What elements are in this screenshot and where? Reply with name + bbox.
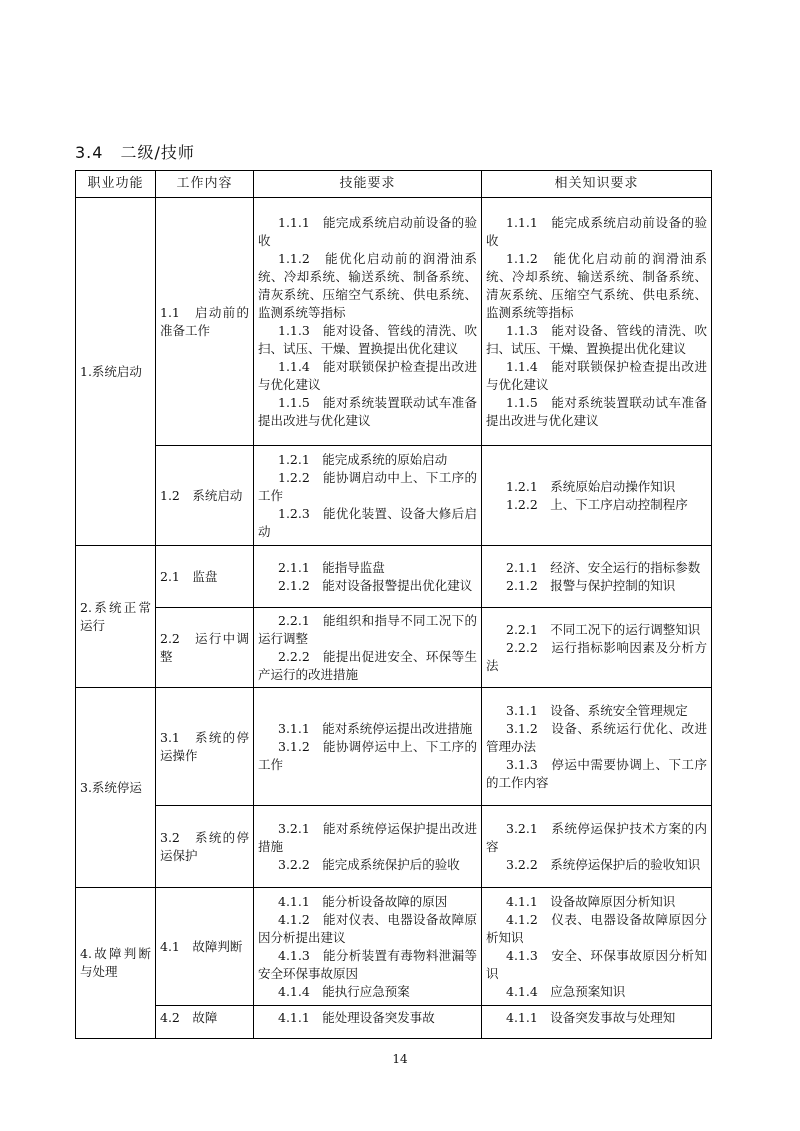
knowledge-cell — [482, 806, 712, 888]
knowledge-item: 1.1.2 能优化启动前的润滑油系统、冷却系统、输送系统、制备系统、清灰系统、压缩空气系统、供电系统、监测系统等指标 — [486, 250, 707, 320]
knowledge-item: 3.1.3 停运中需要协调上、下工序的工作内容 — [486, 756, 707, 790]
skill-item: 2.2.2 能提出促进安全、环保等生产运行的改进措施 — [258, 648, 477, 682]
skill-item: 4.1.4 能执行应急预案 — [278, 983, 410, 999]
skill-item: 1.1.1 能完成系统启动前设备的验收 — [258, 214, 477, 248]
table-header-row — [76, 171, 712, 198]
table-row — [76, 446, 712, 546]
skill-item: 2.2.1 能组织和指导不同工况下的运行调整 — [258, 612, 477, 646]
knowledge-item: 2.1.2 报警与保护控制的知识 — [506, 577, 676, 593]
function-cell: 4.故障判断与处理 — [76, 888, 156, 1039]
skill-item: 4.1.1 能分析设备故障的原因 — [278, 893, 448, 909]
table-row — [76, 546, 712, 608]
knowledge-cell — [482, 446, 712, 546]
work-content-cell: 3.1 系统的停运操作 — [156, 688, 254, 806]
header-skill-requirements: 技能要求 — [254, 171, 482, 198]
table-row — [76, 198, 712, 446]
skill-item: 4.1.2 能对仪表、电器设备故障原因分析提出建议 — [258, 911, 477, 945]
knowledge-item: 3.2.2 系统停运保护后的验收知识 — [506, 856, 701, 872]
skill-item: 3.2.2 能完成系统保护后的验收 — [278, 856, 460, 872]
knowledge-item: 1.2.2 上、下工序启动控制程序 — [506, 496, 688, 512]
skill-item: 1.2.2 能协调启动中上、下工序的工作 — [258, 469, 477, 503]
table-row — [76, 608, 712, 688]
work-content-cell: 2.2 运行中调整 — [156, 608, 254, 688]
header-function: 职业功能 — [76, 171, 156, 198]
skill-item: 1.2.3 能优化装置、设备大修后启动 — [258, 505, 477, 539]
knowledge-item: 1.1.5 能对系统装置联动试车准备提出改进与优化建议 — [486, 394, 707, 428]
knowledge-item: 4.1.1 设备故障原因分析知识 — [506, 893, 676, 909]
table-row — [76, 888, 712, 1006]
header-work-content: 工作内容 — [156, 171, 254, 198]
knowledge-item: 4.1.2 仪表、电器设备故障原因分析知识 — [486, 911, 707, 945]
work-content-cell: 4.2 故障 — [156, 1006, 254, 1039]
skill-item: 1.1.4 能对联锁保护检查提出改进与优化建议 — [258, 358, 477, 392]
skill-item: 3.2.1 能对系统停运保护提出改进措施 — [258, 820, 477, 854]
skill-item: 1.1.3 能对设备、管线的清洗、吹扫、试压、干燥、置换提出优化建议 — [258, 322, 477, 356]
table-row — [76, 1006, 712, 1039]
knowledge-item: 1.1.4 能对联锁保护检查提出改进与优化建议 — [486, 358, 707, 392]
skill-cell — [254, 546, 482, 608]
function-cell: 2.系统正常运行 — [76, 546, 156, 688]
knowledge-item: 1.2.1 系统原始启动操作知识 — [506, 478, 676, 494]
work-content-cell: 4.1 故障判断 — [156, 888, 254, 1006]
skill-cell — [254, 1006, 482, 1039]
knowledge-cell — [482, 198, 712, 446]
table-row — [76, 806, 712, 888]
skills-table — [75, 170, 712, 1039]
work-content-cell: 1.1 启动前的准备工作 — [156, 198, 254, 446]
knowledge-item: 2.1.1 经济、安全运行的指标参数 — [506, 559, 701, 575]
skill-item: 4.1.1 能处理设备突发事故 — [278, 1010, 435, 1025]
knowledge-item: 1.1.1 能完成系统启动前设备的验收 — [486, 214, 707, 248]
knowledge-cell — [482, 546, 712, 608]
knowledge-item: 2.2.2 运行指标影响因素及分析方法 — [486, 639, 707, 673]
skill-cell — [254, 198, 482, 446]
knowledge-item: 1.1.3 能对设备、管线的清洗、吹扫、试压、干燥、置换提出优化建议 — [486, 322, 707, 356]
work-content-cell: 1.2 系统启动 — [156, 446, 254, 546]
page-number: 14 — [392, 1052, 408, 1066]
section-title: 3.4 二级/技师 — [75, 143, 195, 162]
skill-cell — [254, 806, 482, 888]
knowledge-cell — [482, 608, 712, 688]
work-content-cell: 2.1 监盘 — [156, 546, 254, 608]
skill-cell — [254, 608, 482, 688]
skill-item: 3.1.2 能协调停运中上、下工序的工作 — [258, 738, 477, 772]
knowledge-item: 3.1.1 设备、系统安全管理规定 — [506, 702, 688, 718]
function-cell: 1.系统启动 — [76, 198, 156, 546]
knowledge-item: 3.2.1 系统停运保护技术方案的内容 — [486, 820, 707, 854]
knowledge-item: 4.1.3 安全、环保事故原因分析知识 — [486, 947, 707, 981]
function-cell: 3.系统停运 — [76, 688, 156, 888]
knowledge-item: 4.1.4 应急预案知识 — [506, 983, 626, 999]
table-row — [76, 688, 712, 806]
knowledge-item: 2.2.1 不同工况下的运行调整知识 — [506, 621, 701, 637]
knowledge-item: 4.1.1 设备突发事故与处理知 — [506, 1010, 676, 1025]
skill-cell — [254, 688, 482, 806]
skill-item: 2.1.2 能对设备报警提出优化建议 — [278, 577, 473, 593]
skill-item: 2.1.1 能指导监盘 — [278, 559, 385, 575]
skill-item: 4.1.3 能分析装置有毒物料泄漏等安全环保事故原因 — [258, 947, 477, 981]
skill-item: 3.1.1 能对系统停运提出改进措施 — [278, 720, 473, 736]
skill-item: 1.1.5 能对系统装置联动试车准备提出改进与优化建议 — [258, 394, 477, 428]
knowledge-cell — [482, 1006, 712, 1039]
knowledge-cell — [482, 688, 712, 806]
skill-cell — [254, 446, 482, 546]
work-content-cell: 3.2 系统的停运保护 — [156, 806, 254, 888]
knowledge-cell — [482, 888, 712, 1006]
skill-cell — [254, 888, 482, 1006]
knowledge-item: 3.1.2 设备、系统运行优化、改进管理办法 — [486, 720, 707, 754]
skill-item: 1.2.1 能完成系统的原始启动 — [278, 451, 448, 467]
skill-item: 1.1.2 能优化启动前的润滑油系统、冷却系统、输送系统、制备系统、清灰系统、压缩空气系统、供电系统、监测系统等指标 — [258, 250, 477, 320]
header-knowledge-requirements: 相关知识要求 — [482, 171, 712, 198]
